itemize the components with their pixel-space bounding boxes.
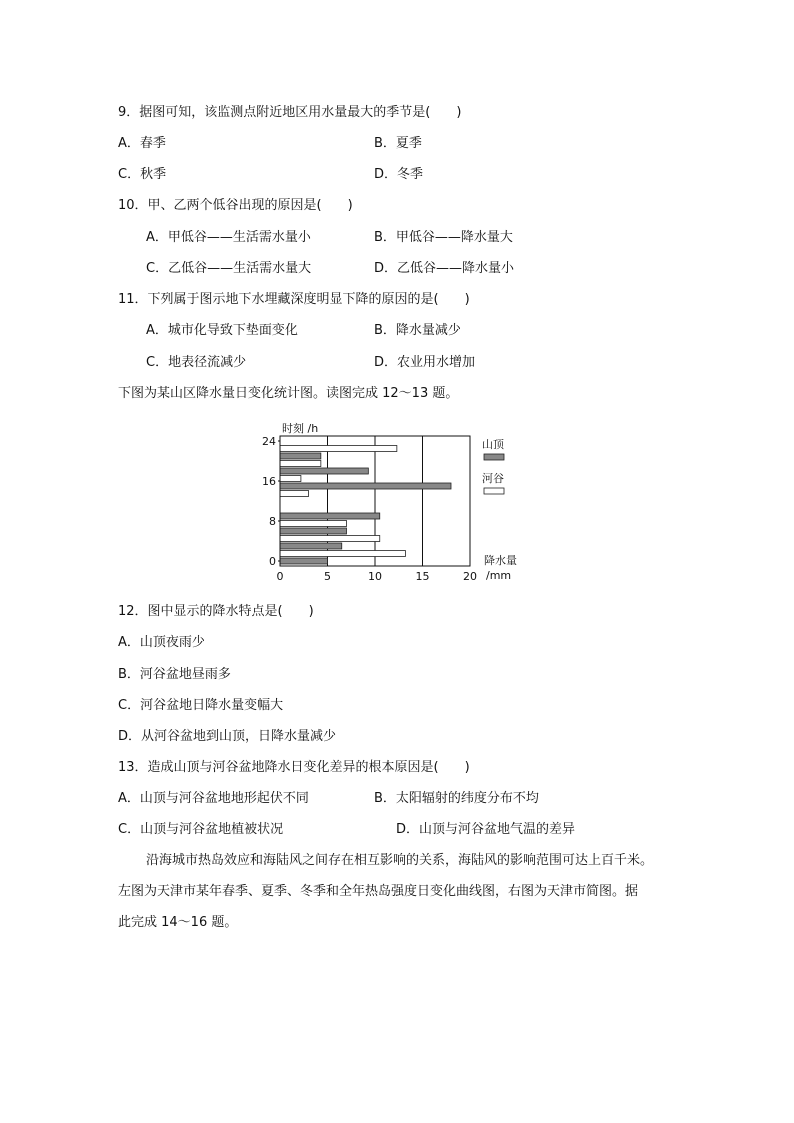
bar-valley bbox=[280, 446, 397, 452]
q10-option-b: B．甲低谷——降水量大 bbox=[374, 230, 513, 245]
q10-option-a: A．甲低谷——生活需水量小 bbox=[146, 230, 311, 245]
q10-option-d: D．乙低谷——降水量小 bbox=[374, 261, 515, 276]
x-tick-label: 20 bbox=[463, 570, 477, 583]
x-tick-label: 15 bbox=[415, 570, 430, 583]
bar-summit bbox=[280, 558, 328, 564]
bar-valley bbox=[280, 521, 347, 527]
bar-summit bbox=[280, 483, 451, 489]
q11-option-c: C．地表径流减少 bbox=[146, 355, 247, 370]
passage-line-2: 左图为天津市某年春季、夏季、冬季和全年热岛强度日变化曲线图，右图为天津市简图。据 bbox=[118, 884, 639, 899]
q13-option-d: D．山顶与河谷盆地气温的差异 bbox=[396, 822, 576, 837]
x-tick-label: 10 bbox=[368, 570, 382, 583]
q12-option-d: D．从河谷盆地到山顶，日降水量减少 bbox=[118, 729, 337, 744]
precipitation-chart bbox=[250, 418, 530, 588]
bar-summit bbox=[280, 468, 368, 474]
q10-stem: 10．甲、乙两个低谷出现的原因是( ) bbox=[118, 198, 353, 213]
bar-valley bbox=[280, 536, 380, 542]
legend-label-valley: 河谷 bbox=[482, 472, 504, 485]
y-tick-label: 0 bbox=[269, 555, 276, 568]
q11-stem: 11．下列属于图示地下水埋藏深度明显下降的原因的是( ) bbox=[118, 292, 470, 307]
passage-line-1: 沿海城市热岛效应和海陆风之间存在相互影响的关系，海陆风的影响范围可达上百千米。 bbox=[146, 853, 654, 868]
q11-option-b: B．降水量减少 bbox=[374, 323, 461, 338]
x-axis-label-line2: /mm bbox=[486, 569, 512, 582]
q12-option-b: B．河谷盆地昼雨多 bbox=[118, 667, 231, 682]
bar-valley bbox=[280, 491, 309, 497]
x-tick-label: 5 bbox=[324, 570, 331, 583]
q10-option-c: C．乙低谷——生活需水量大 bbox=[146, 261, 312, 276]
bar-summit bbox=[280, 453, 321, 459]
q13-option-b: B．太阳辐射的纬度分布不均 bbox=[374, 791, 539, 806]
y-tick-label: 24 bbox=[262, 435, 276, 448]
bar-summit bbox=[280, 528, 347, 534]
intro-q12-13: 下图为某山区降水量日变化统计图。读图完成 12～13 题。 bbox=[118, 386, 459, 401]
q9-option-c: C．秋季 bbox=[118, 167, 167, 182]
bar-summit bbox=[280, 543, 342, 549]
q9-option-a: A．春季 bbox=[118, 136, 166, 151]
x-axis-label-line1: 降水量 bbox=[484, 554, 517, 567]
q12-option-a: A．山顶夜雨少 bbox=[118, 635, 205, 650]
bar-summit bbox=[280, 513, 380, 519]
bar-valley bbox=[280, 461, 321, 467]
passage-line-3: 此完成 14～16 题。 bbox=[118, 915, 238, 930]
q13-option-a: A．山顶与河谷盆地地形起伏不同 bbox=[118, 791, 309, 806]
legend-label-summit: 山顶 bbox=[482, 438, 504, 451]
bar-valley bbox=[280, 476, 301, 482]
q12-stem: 12．图中显示的降水特点是( ) bbox=[118, 604, 314, 619]
q9-stem: 9．据图可知，该监测点附近地区用水量最大的季节是( ) bbox=[118, 105, 462, 120]
q12-option-c: C．河谷盆地日降水量变幅大 bbox=[118, 698, 284, 713]
y-tick-label: 16 bbox=[262, 475, 276, 488]
q11-option-d: D．农业用水增加 bbox=[374, 355, 476, 370]
legend-swatch-valley bbox=[484, 488, 504, 494]
q11-option-a: A．城市化导致下垫面变化 bbox=[146, 323, 298, 338]
bar-valley bbox=[280, 551, 405, 557]
y-axis-label: 时刻 /h bbox=[282, 422, 319, 435]
legend-swatch-summit bbox=[484, 454, 504, 460]
q13-stem: 13．造成山顶与河谷盆地降水日变化差异的根本原因是( ) bbox=[118, 760, 470, 775]
q13-option-c: C．山顶与河谷盆地植被状况 bbox=[118, 822, 284, 837]
q9-option-b: B．夏季 bbox=[374, 136, 422, 151]
x-tick-label: 0 bbox=[276, 570, 284, 583]
y-tick-label: 8 bbox=[269, 515, 276, 528]
q9-option-d: D．冬季 bbox=[374, 167, 424, 182]
